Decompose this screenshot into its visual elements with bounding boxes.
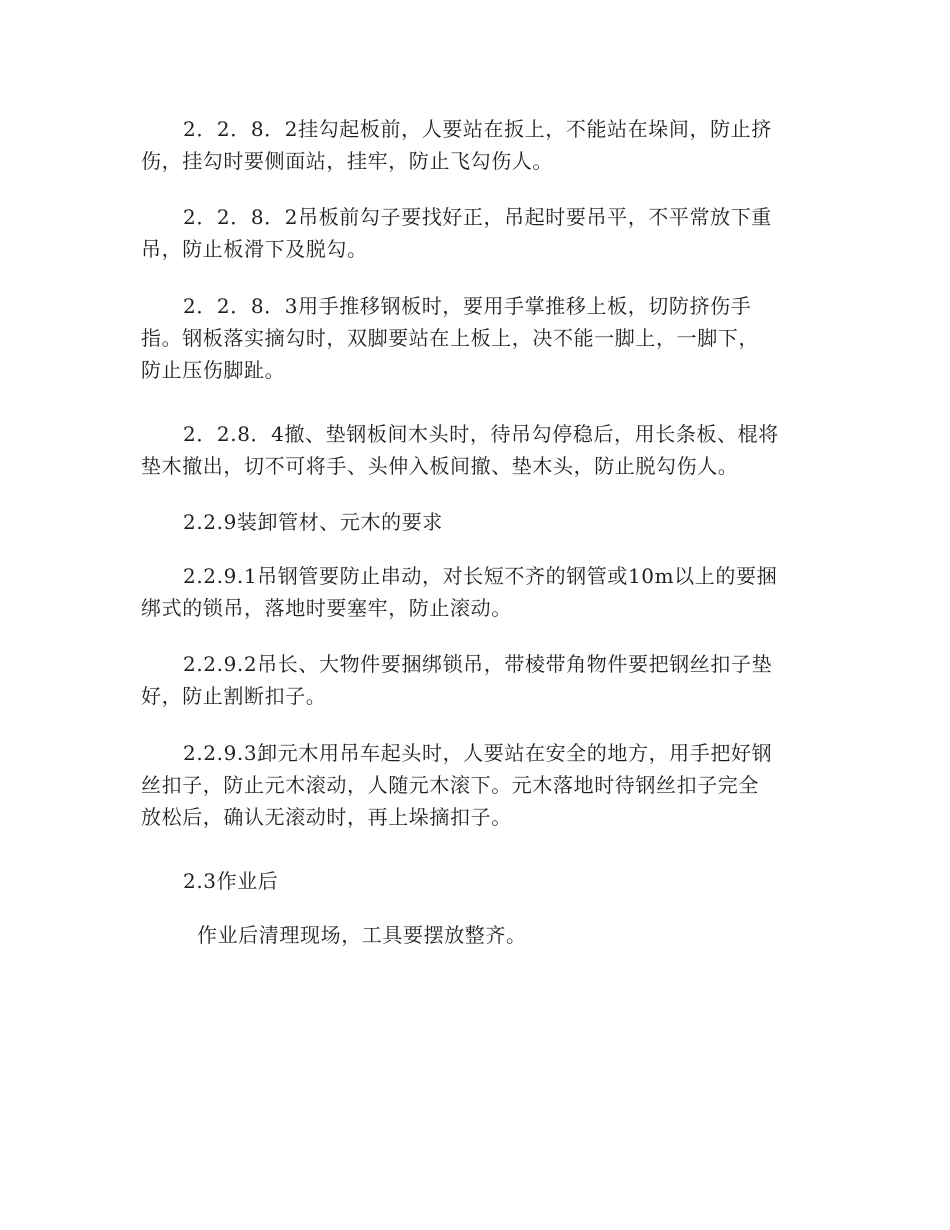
paragraph-line: 2．2.8．4撤、垫钢板间木头时，待吊勾停稳后，用长条板、棍将 (183, 422, 779, 446)
paragraph-line: 作业后清理现场，工具要摆放整齐。 (197, 923, 527, 947)
paragraph-2-2-9-1 (141, 560, 821, 624)
paragraph-2-2-8-3 (141, 290, 821, 386)
section-heading-2-3 (141, 865, 821, 897)
paragraph-line: 垫木撤出，切不可将手、头伸入板间撤、垫木头，防止脱勾伤人。 (141, 454, 739, 478)
paragraph-line: 丝扣子，防止元木滚动，人随元木滚下。元木落地时待钢丝扣子完全 (141, 773, 759, 797)
paragraph-line: 防止压伤脚趾。 (141, 358, 286, 382)
paragraph-2-2-8-2-lift (141, 201, 821, 265)
paragraph-line: 2．2．8．3用手推移钢板时，要用手掌推移上板，切防挤伤手 (183, 294, 752, 318)
heading-text: 2.2.9装卸管材、元木的要求 (183, 510, 443, 534)
paragraph-line: 2.2.9.2吊长、大物件要捆绑锁吊，带棱带角物件要把钢丝扣子垫 (183, 652, 773, 676)
paragraph-line: 2.2.9.3卸元木用吊车起头时，人要站在安全的地方，用手把好钢 (183, 741, 773, 765)
paragraph-2-2-9-2 (141, 648, 821, 712)
paragraph-line: 指。钢板落实摘勾时，双脚要站在上板上，决不能一脚上，一脚下， (141, 326, 759, 350)
paragraph-2-2-8-2-hook (141, 113, 821, 177)
paragraph-line: 2．2．8．2挂勾起板前，人要站在扳上，不能站在垛间，防止挤 (183, 117, 772, 141)
paragraph-line: 好，防止割断扣子。 (141, 684, 327, 708)
section-heading-2-2-9 (141, 506, 821, 538)
paragraph-line: 2．2．8．2吊板前勾子要找好正，吊起时要吊平，不平常放下重 (183, 205, 772, 229)
paragraph-line: 绑式的锁吊，落地时要塞牢，防止滚动。 (141, 596, 512, 620)
paragraph-line: 放松后，确认无滚动时，再上垛摘扣子。 (141, 805, 512, 829)
paragraph-2-2-9-3 (141, 737, 821, 833)
paragraph-after-work (141, 919, 821, 951)
paragraph-2-2-8-4 (141, 418, 821, 482)
heading-text: 2.3作业后 (183, 869, 279, 893)
paragraph-line: 吊，防止板滑下及脱勾。 (141, 237, 368, 261)
paragraph-line: 2.2.9.1吊钢管要防止串动，对长短不齐的钢管或10m以上的要捆 (183, 564, 778, 588)
paragraph-line: 伤，挂勾时要侧面站，挂牢，防止飞勾伤人。 (141, 149, 553, 173)
